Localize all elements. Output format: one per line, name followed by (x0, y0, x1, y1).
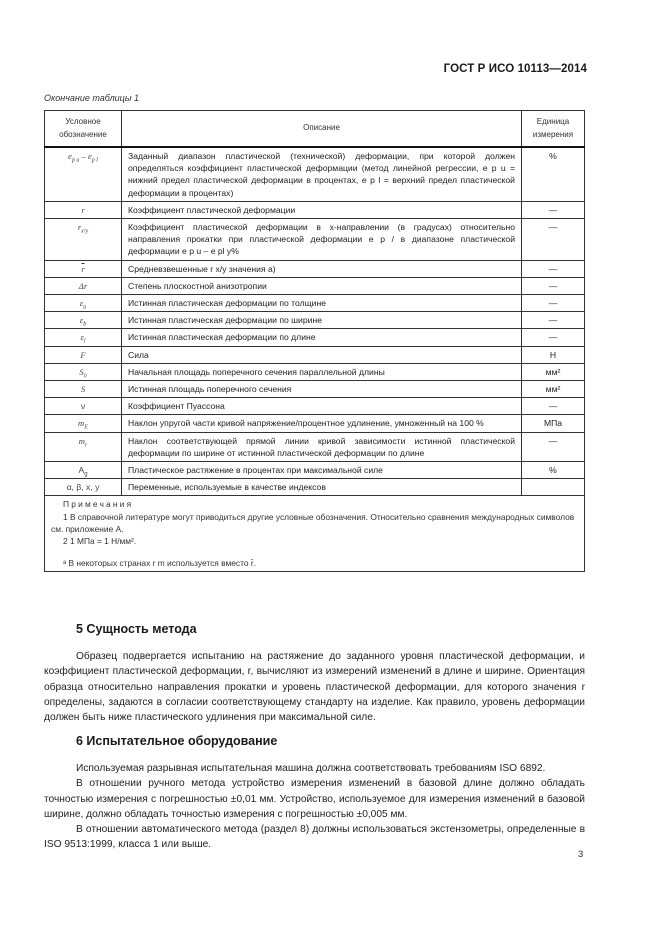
table-row (45, 363, 585, 380)
description-cell: Заданный диапазон пластической (технической) деформации, при которой должен определяться коэффициент пластической деформации (метод линейной регрессии, e p u = нижний предел пластической деформации в процентах, e p l = верхний предел пластической деформации в процентах) (122, 147, 522, 201)
symbols-table (44, 110, 585, 572)
footnote: ᵃ В некоторых странах r m используется вместо r̄. (63, 558, 256, 569)
table-row (45, 381, 585, 398)
symbol-cell: ν (45, 398, 122, 415)
unit-cell: — (522, 277, 585, 294)
notes-row (45, 496, 585, 572)
paragraph: В отношении автоматического метода (раздел 8) должны использоваться экстензометры, определенные в ISO 9513:1999, класса 1 или выше. (44, 824, 585, 851)
unit-cell: % (522, 462, 585, 479)
section-5-body (44, 649, 585, 725)
description-cell: Коэффициент Пуассона (122, 398, 522, 415)
table-row (45, 479, 585, 496)
page-number: 3 (578, 849, 584, 860)
symbol-cell: F (45, 346, 122, 363)
description-cell: Истинная пластическая деформации по ширине (122, 312, 522, 329)
symbol-cell: $m_E$ (45, 415, 122, 432)
column-header-description: Описание (122, 111, 522, 148)
unit-cell: мм² (522, 381, 585, 398)
unit-cell (522, 479, 585, 496)
column-header-unit: Единица измерения (522, 111, 585, 148)
unit-cell: — (522, 260, 585, 277)
unit-cell: — (522, 312, 585, 329)
note-item: 1 В справочной литературе могут приводиться другие условные обозначения. Относительно сравнения международных символов см. приложение А. (51, 511, 575, 534)
paragraph: Образец подвергается испытанию на растяжение до заданного уровня пластической деформации, и коэффициент пластической деформации, r, вычисляют из измерений изменений в длине и ширине. Ориентация образца относительно направления прокатки и уровень пластической деформации, для которого значения r определены, задаются в согласии соответствующему стандарту на изделие. Как правило, уровень деформации должен быть ниже пластического удлинения при максимальной силе. (44, 651, 585, 724)
notes-title: Примечания (63, 499, 134, 510)
description-cell: Истинная пластическая деформации по длине (122, 329, 522, 346)
table-caption: Окончание таблицы 1 (44, 93, 139, 103)
symbol-cell: $\varepsilon_a$ (45, 295, 122, 312)
description-cell: Средневзвешенные r x/y значения a) (122, 260, 522, 277)
unit-cell: — (522, 398, 585, 415)
table-row (45, 277, 585, 294)
description-cell: Степень плоскостной анизотропии (122, 277, 522, 294)
unit-cell: Н (522, 346, 585, 363)
table-row (45, 432, 585, 461)
table-row (45, 312, 585, 329)
unit-cell: мм² (522, 363, 585, 380)
unit-cell: МПа (522, 415, 585, 432)
symbol-cell: $\overline{r}$ (45, 260, 122, 277)
description-cell: Коэффициент пластической деформации (122, 201, 522, 218)
unit-cell: — (522, 432, 585, 461)
description-cell: Истинная площадь поперечного сечения (122, 381, 522, 398)
table-row (45, 398, 585, 415)
table-header-row (45, 111, 585, 148)
unit-cell: % (522, 147, 585, 201)
description-cell: Начальная площадь поперечного сечения параллельной длины (122, 363, 522, 380)
symbol-cell: $\varepsilon_l$ (45, 329, 122, 346)
description-cell: Переменные, используемые в качестве индексов (122, 479, 522, 496)
table-row (45, 201, 585, 218)
symbol-cell: $S_0$ (45, 363, 122, 380)
symbol-cell: r (45, 201, 122, 218)
symbol-cell: $e_{p u} - e_{p l}$ (45, 147, 122, 201)
unit-cell: — (522, 329, 585, 346)
description-cell: Пластическое растяжение в процентах при максимальной силе (122, 462, 522, 479)
symbol-cell: $\varepsilon_b$ (45, 312, 122, 329)
description-cell: Сила (122, 346, 522, 363)
table-row (45, 219, 585, 261)
unit-cell: — (522, 295, 585, 312)
symbol-cell: $r_{x/y}$ (45, 219, 122, 261)
section-heading-5: 5 Сущность метода (76, 622, 197, 636)
symbol-cell: α, β, x, y (45, 479, 122, 496)
notes-cell (45, 496, 585, 572)
table-row (45, 346, 585, 363)
unit-cell: — (522, 201, 585, 218)
table-row (45, 462, 585, 479)
description-cell: Коэффициент пластической деформации в x-направлении (в градусах) относительно направления прокатки при пластической деформации e p / в диапазоне пластической деформации e p u – e pl y% (122, 219, 522, 261)
table-row (45, 260, 585, 277)
description-cell: Наклон упругой части кривой напряжение/процентное удлинение, умноженный на 100 % (122, 415, 522, 432)
paragraph: В отношении ручного метода устройство измерения изменений в базовой длине должно обладать точностью измерения с погрешностью ±0,01 мм. Устройство, используемое для измерения изменений в базовой ширине, должно обладать точностью измерения с погрешностью ±0,005 мм. (44, 778, 585, 820)
unit-cell: — (522, 219, 585, 261)
standard-id-header: ГОСТ Р ИСО 10113—2014 (443, 63, 587, 75)
paragraph: Используемая разрывная испытательная машина должна соответствовать требованиям ISO 6892. (76, 763, 546, 774)
table-row (45, 295, 585, 312)
table-row (45, 147, 585, 201)
section-heading-6: 6 Испытательное оборудование (76, 734, 278, 748)
symbol-cell: $A_g$ (45, 462, 122, 479)
table-row (45, 329, 585, 346)
column-header-symbol: Условное обозначение (45, 111, 122, 148)
description-cell: Наклон соответствующей прямой линии кривой зависимости истинной пластической деформации по ширине от истинной пластической деформации по длине (122, 432, 522, 461)
section-6-body (44, 761, 585, 853)
description-cell: Истинная пластическая деформации по толщине (122, 295, 522, 312)
symbol-cell: S (45, 381, 122, 398)
table-row (45, 415, 585, 432)
symbol-cell: $m_r$ (45, 432, 122, 461)
symbol-cell: Δr (45, 277, 122, 294)
note-item: 2 1 МПа = 1 Н/мм². (63, 536, 137, 547)
